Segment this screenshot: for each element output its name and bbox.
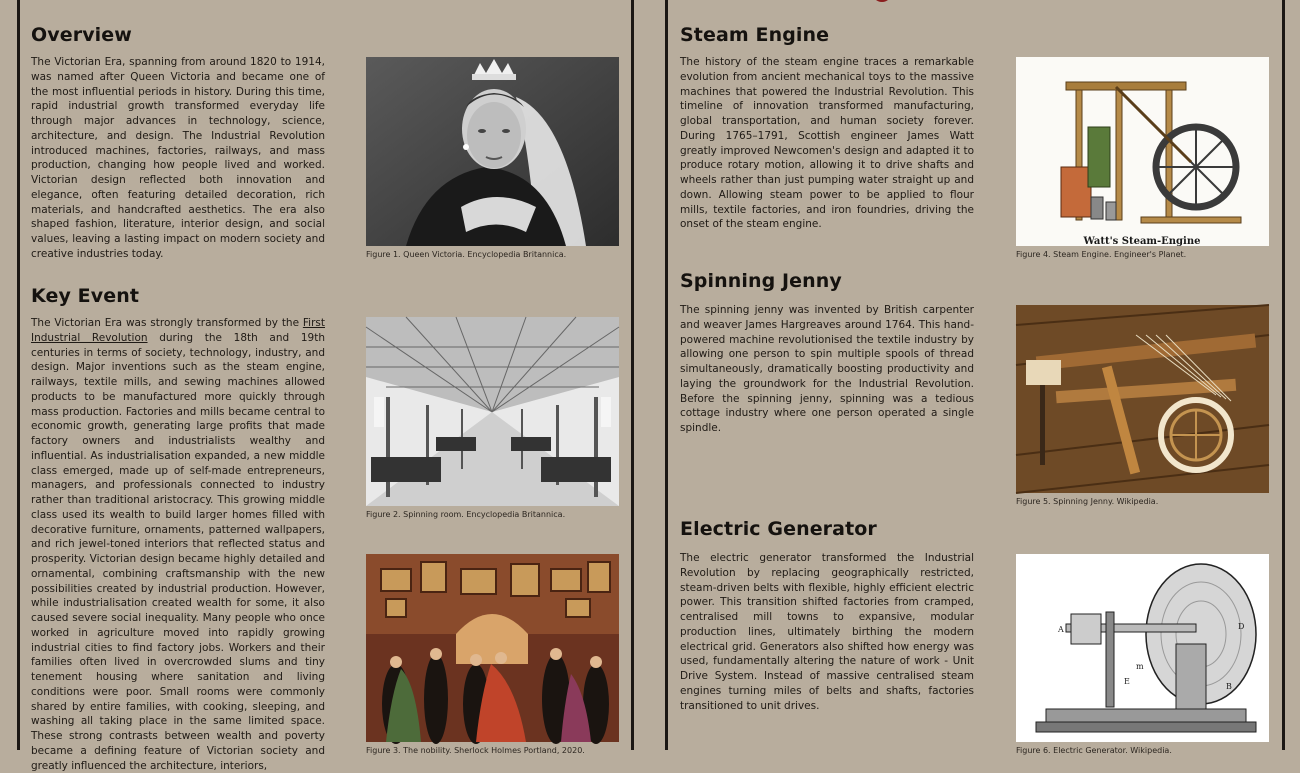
figure-2-caption: Figure 2. Spinning room. Encyclopedia Britannica.	[366, 510, 566, 519]
figure-1-caption: Figure 1. Queen Victoria. Encyclopedia Britannica.	[366, 250, 567, 259]
nobility-painting-image	[366, 554, 619, 742]
figure-5	[1016, 305, 1269, 506]
figure-3-caption: Figure 3. The nobility. Sherlock Holmes Portland, 2020.	[366, 746, 585, 755]
right-border-line	[1282, 0, 1285, 750]
left-border-line	[17, 0, 20, 750]
key-event-body	[31, 316, 325, 773]
key-event-body-rest: during the 18th and 19th centuries in terms of society, technology, industry, and design. Major inventions such as the steam engine, railways, textile mills, and sewing machines allowed products to be manufactured more quickly through mass production. Factories and mills became central to economic growth, generating large profits that made factory owners and industrialists wealthy and influential. As industrialisation expanded, a new middle class emerged, made up of self-made entrepreneurs, managers, and professionals connected to industry rather than traditional aristocracy. This growing middle class used its wealth to build larger homes filled with decorative furniture, ornaments, patterned wallpapers, and rich jewel-toned interiors that reflected status and prosperity. Victorian design became highly detailed and ornamental, combining craftsmanship with the new possibilities created by industrial production. However, while industrialisation created wealth for some, it also caused severe social inequality. Many people who once worked in agriculture moved into rapidly growing industrial cities to find factory jobs. Workers and their families often lived in overcrowded slums and tiny tenement housing where sanitation and living conditions were poor. Small rooms were commonly shared by entire families, with cooking, sleeping, and washing all taking place in the same limited space. These strong contrasts between wealth and poverty became a defining feature of Victorian society and greatly influenced the architecture, interiors,	[31, 331, 325, 772]
steam-engine-heading: Steam Engine	[680, 24, 830, 46]
center-border-line-right	[665, 0, 668, 750]
steam-engine-image-label: Watt's Steam-Engine	[1083, 236, 1201, 247]
left-page	[21, 0, 631, 772]
svg-text:A: A	[1058, 625, 1064, 634]
svg-text:m: m	[1136, 662, 1144, 671]
steam-engine-image	[1016, 57, 1269, 246]
right-page	[670, 0, 1280, 755]
svg-text:E: E	[1124, 677, 1130, 686]
key-event-body-start: The Victorian Era was strongly transformed by the	[31, 317, 303, 329]
overview-heading: Overview	[31, 24, 132, 46]
figure-2	[366, 317, 619, 519]
spinning-jenny-heading: Spinning Jenny	[680, 270, 842, 292]
figure-4	[1016, 57, 1269, 259]
electric-generator-image	[1016, 554, 1269, 742]
spinning-room-image	[366, 317, 619, 506]
queen-victoria-image	[366, 57, 619, 246]
figure-1	[366, 57, 619, 259]
figure-6	[1016, 554, 1269, 755]
spinning-jenny-image	[1016, 305, 1269, 493]
figure-6-caption: Figure 6. Electric Generator. Wikipedia.	[1016, 746, 1172, 755]
svg-text:B: B	[1226, 682, 1232, 691]
overview-body: The Victorian Era, spanning from around 1820 to 1914, was named after Queen Victoria and became one of the most influential periods in history. During this time, rapid industrial growth transformed everyday life through major advances in technology, science, architecture, and design. The Industrial Revolution introduced machines, factories, railways, and mass production, changing how people lived and worked. Victorian design reflected both innovation and elegance, often featuring detailed decoration, rich materials, and handcrafted aesthetics. The era also shaped fashion, literature, interior design, and social values, leaving a lasting impact on modern society and creative industries today.	[31, 56, 325, 260]
spinning-jenny-body: The spinning jenny was invented by British carpenter and weaver James Hargreaves around 1764. This hand-powered machine revolutionised the textile industry by allowing one person to spin multiple spools of thread simultaneously, dramatically boosting productivity and laying the groundwork for the Industrial Revolution. Before the spinning jenny, spinning was a tedious cottage industry where one person operated a single spindle.	[680, 304, 974, 434]
figure-3	[366, 554, 619, 755]
center-border-line-left	[631, 0, 634, 750]
electric-generator-heading: Electric Generator	[680, 518, 877, 540]
figure-5-caption: Figure 5. Spinning Jenny. Wikipedia.	[1016, 497, 1159, 506]
steam-engine-body: The history of the steam engine traces a remarkable evolution from ancient mechanical toys to the massive machines that powered the Industrial Revolution. This timeline of innovation transformed manufacturing, global transportation, and human society forever. During 1765–1791, Scottish engineer James Watt greatly improved Newcomen's design and adapted it to produce rotary motion, allowing it to drive shafts and wheels rather than just pumping water straight up and down. Allowing steam power to be applied to flour mills, textile factories, and iron foundries, driving the onset of the steam engine.	[680, 56, 974, 231]
key-event-heading: Key Event	[31, 285, 140, 307]
first-industrial-revolution-link[interactable]: First Industrial Revolution	[31, 317, 325, 344]
figure-4-caption: Figure 4. Steam Engine. Engineer's Planet.	[1016, 250, 1187, 259]
svg-text:D: D	[1238, 622, 1245, 631]
electric-generator-body: The electric generator transformed the Industrial Revolution by replacing geographically restricted, steam-driven belts with flexible, highly efficient electric power. This transition shifted factories from cramped, centralised mill towns to expansive, modular production lines, ultimately birthing the modern electrical grid. Generators also shifted how energy was used, fundamentally altering the nature of work - Unit Drive System. Instead of massive centralised steam engines turning miles of belts and shafts, factories transitioned to unit drives.	[680, 552, 974, 712]
